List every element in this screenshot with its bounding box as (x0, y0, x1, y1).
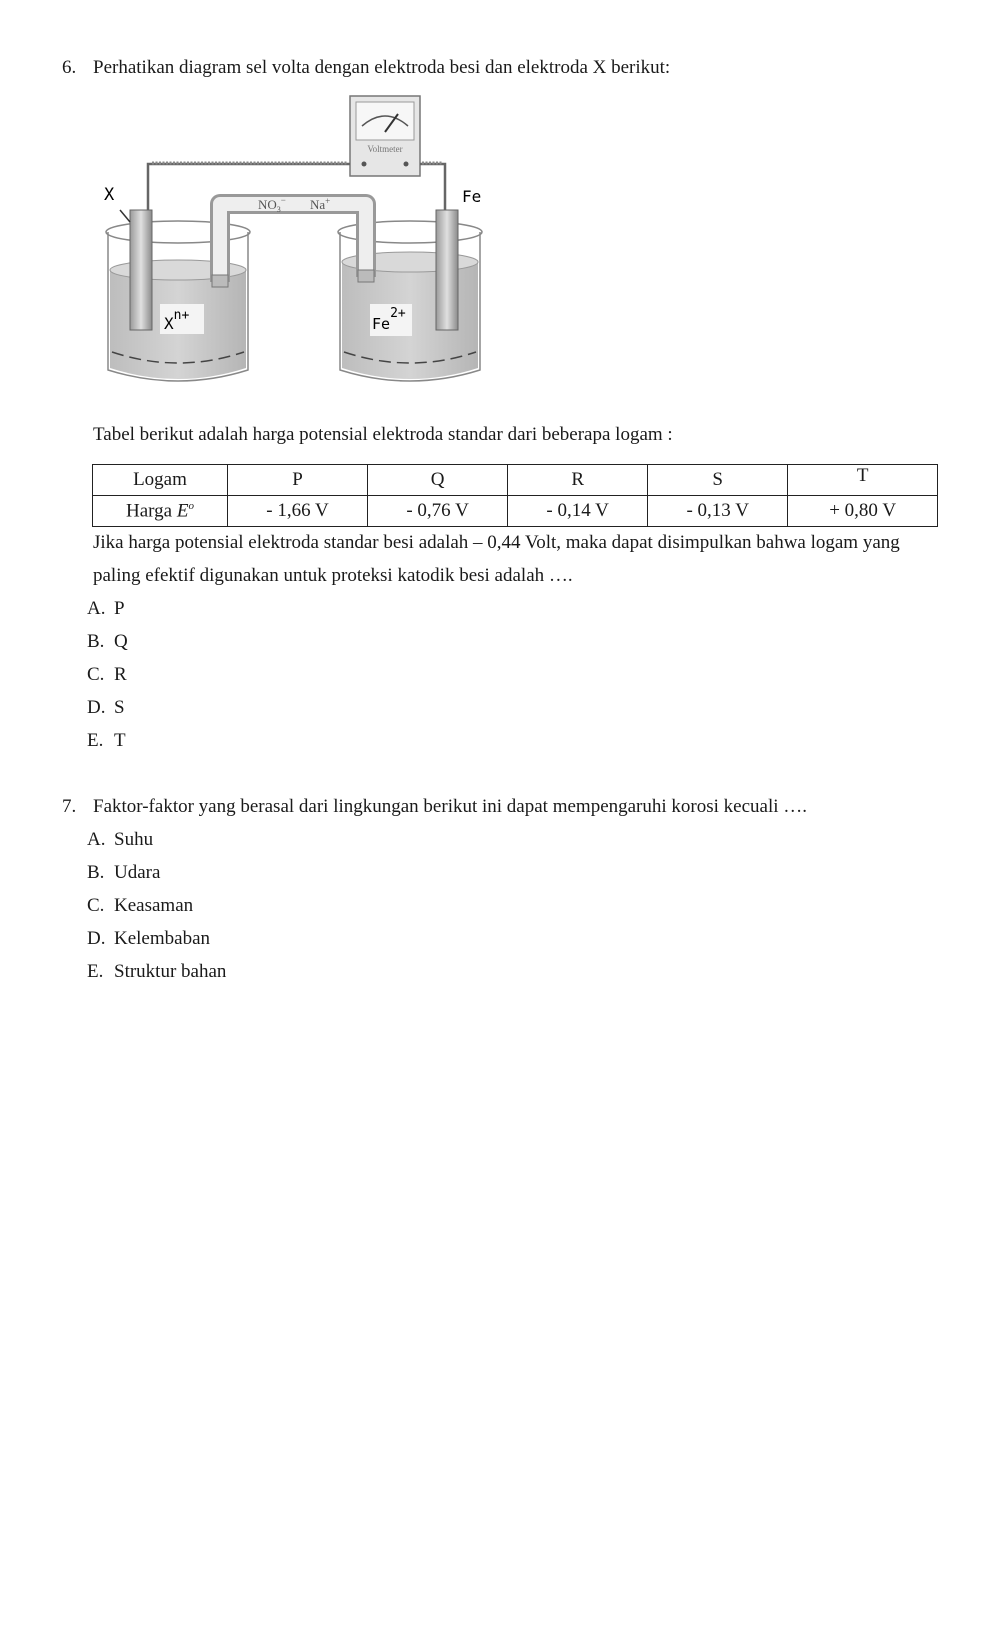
option-text: Keasaman (114, 895, 194, 916)
option-text: R (114, 664, 127, 685)
fe-electrode (436, 210, 458, 330)
volta-cell-diagram (100, 92, 510, 402)
option-letter: C. (87, 664, 105, 685)
option-letter: E. (87, 961, 104, 982)
option-letter: D. (87, 697, 106, 718)
fe-electrode-label: Fe (462, 187, 482, 206)
option-letter: C. (87, 895, 105, 916)
fe-ion-label: Fe2+ (372, 306, 406, 333)
option-letter: B. (87, 631, 105, 652)
potential-cell: - 0,13 V (648, 496, 788, 527)
potential-cell: - 0,76 V (368, 496, 508, 527)
option-text: P (114, 598, 125, 619)
option-letter: E. (87, 730, 104, 751)
potential-cell: - 0,14 V (508, 496, 648, 527)
table-potential-row (93, 496, 938, 527)
potential-cell: - 1,66 V (228, 496, 368, 527)
option-text: T (114, 730, 126, 751)
option-text: Suhu (114, 829, 154, 850)
voltmeter (350, 96, 420, 176)
metal-cell: Q (368, 465, 508, 496)
voltmeter-label: Voltmeter (367, 144, 403, 154)
option-text: Struktur bahan (114, 961, 227, 982)
question-7-number: 7. (62, 796, 77, 817)
option-letter: A. (87, 829, 106, 850)
salt-bridge-nitrate-label: $NO_3^-$ (258, 195, 286, 214)
question-6-prompt-line-1: Jika harga potensial elektroda standar besi adalah – 0,44 Volt, maka dapat disimpulkan bahwa logam yang (93, 532, 900, 553)
option-letter: D. (87, 928, 106, 949)
metal-cell: R (508, 465, 648, 496)
x-electrode-label: X (104, 185, 115, 205)
option-text: S (114, 697, 125, 718)
table-header-row (93, 465, 938, 496)
option-text: Udara (114, 862, 161, 883)
x-electrode (130, 210, 152, 330)
table-row-label: Harga $E^o$ (93, 496, 228, 527)
question-6-number: 6. (62, 57, 77, 78)
metal-cell: S (648, 465, 788, 496)
option-text: Q (114, 631, 128, 652)
metal-cell: P (228, 465, 368, 496)
potential-cell: + 0,80 V (788, 496, 938, 527)
question-6-prompt-line-2: paling efektif digunakan untuk proteksi katodik besi adalah …. (93, 565, 573, 586)
electrode-potential-table (92, 464, 938, 527)
option-text: Kelembaban (114, 928, 211, 949)
option-letter: B. (87, 862, 105, 883)
table-intro: Tabel berikut adalah harga potensial elektroda standar dari beberapa logam : (93, 424, 673, 445)
question-6-text: Perhatikan diagram sel volta dengan elektroda besi dan elektroda X berikut: (93, 57, 671, 78)
table-header-label: Logam (93, 465, 228, 496)
metal-cell: T (788, 465, 938, 496)
question-7-text: Faktor-faktor yang berasal dari lingkungan berikut ini dapat mempengaruhi korosi kecuali …. (93, 796, 808, 817)
x-ion-label: $X^{n+}$ (164, 308, 190, 333)
salt-bridge-sodium-label: Na+ (310, 196, 331, 212)
option-letter: A. (87, 598, 106, 619)
